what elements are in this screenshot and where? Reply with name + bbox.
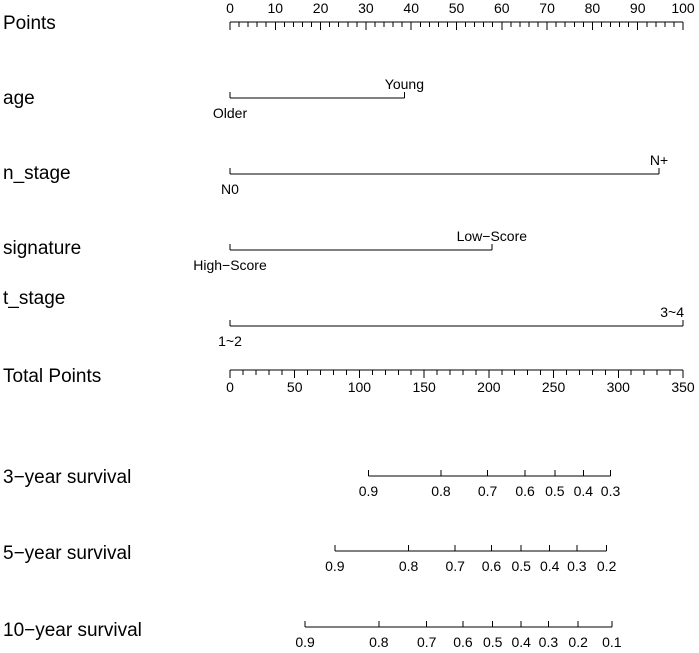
total-points-scale bbox=[3, 366, 695, 395]
survival-tick-label: 0.4 bbox=[573, 483, 594, 499]
points-tick-label: 20 bbox=[312, 0, 329, 16]
survival-tick-label: 0.8 bbox=[398, 558, 419, 574]
survival-tick-label: 0.4 bbox=[511, 634, 531, 650]
points-tick-label: 10 bbox=[267, 0, 284, 16]
survival-tick-label: 0.1 bbox=[602, 634, 622, 650]
total-points-tick-label: 50 bbox=[286, 379, 303, 395]
variable-label-signature: signature bbox=[3, 238, 82, 259]
survival-tick-label: 0.5 bbox=[511, 558, 531, 574]
variable-level-label: N+ bbox=[649, 152, 669, 168]
survival-tick-label: 0.9 bbox=[295, 634, 315, 650]
survival-tick-label: 0.6 bbox=[453, 634, 473, 650]
total-points-tick-label: 0 bbox=[226, 379, 234, 395]
variable-level-label: N0 bbox=[221, 181, 239, 197]
variable-label-t-stage: t_stage bbox=[3, 288, 66, 309]
survival-scale-10-year bbox=[3, 620, 622, 650]
points-tick-label: 0 bbox=[226, 0, 234, 16]
survival-scale-5-year bbox=[3, 543, 617, 574]
points-tick-label: 40 bbox=[403, 0, 419, 16]
variable-row-age bbox=[3, 76, 424, 121]
points-tick-label: 100 bbox=[671, 0, 695, 16]
survival-tick-label: 0.7 bbox=[445, 558, 465, 574]
survival-tick-label: 0.3 bbox=[567, 558, 587, 574]
points-scale bbox=[3, 0, 695, 34]
survival-tick-label: 0.7 bbox=[477, 483, 498, 499]
survival-tick-label: 0.8 bbox=[369, 634, 389, 650]
variable-level-label: 1~2 bbox=[218, 333, 242, 349]
survival-tick-label: 0.3 bbox=[538, 634, 559, 650]
total-points-row-label: Total Points bbox=[3, 366, 102, 387]
survival-tick-label: 0.8 bbox=[431, 483, 451, 499]
survival-label-5-year: 5−year survival bbox=[3, 543, 132, 564]
total-points-tick-label: 100 bbox=[347, 379, 372, 395]
variable-level-label: Low−Score bbox=[456, 228, 528, 244]
survival-label-10-year: 10−year survival bbox=[3, 620, 142, 641]
points-tick-label: 30 bbox=[358, 0, 374, 16]
variable-label-age: age bbox=[3, 88, 35, 109]
survival-scale-3-year bbox=[3, 467, 620, 499]
total-points-tick-label: 250 bbox=[541, 379, 566, 395]
total-points-tick-label: 350 bbox=[671, 379, 695, 395]
survival-label-3-year: 3−year survival bbox=[3, 467, 132, 488]
total-points-tick-label: 200 bbox=[477, 379, 501, 395]
survival-tick-label: 0.2 bbox=[596, 558, 617, 574]
points-tick-label: 50 bbox=[448, 0, 465, 16]
survival-tick-label: 0.3 bbox=[600, 483, 621, 499]
total-points-tick-label: 300 bbox=[606, 379, 630, 395]
variable-row-signature bbox=[3, 228, 527, 273]
survival-tick-label: 0.5 bbox=[483, 634, 503, 650]
total-points-tick-label: 150 bbox=[412, 379, 436, 395]
survival-tick-label: 0.9 bbox=[325, 558, 345, 574]
variable-level-label: 3~4 bbox=[660, 304, 684, 320]
points-row-label: Points bbox=[3, 13, 56, 34]
survival-tick-label: 0.4 bbox=[539, 558, 560, 574]
points-tick-label: 80 bbox=[584, 0, 601, 16]
points-tick-label: 60 bbox=[494, 0, 510, 16]
survival-tick-label: 0.6 bbox=[515, 483, 535, 499]
variable-label-n-stage: n_stage bbox=[3, 163, 71, 184]
survival-tick-label: 0.9 bbox=[358, 483, 379, 499]
survival-tick-label: 0.5 bbox=[545, 483, 565, 499]
points-tick-label: 70 bbox=[539, 0, 555, 16]
variable-level-label: High−Score bbox=[193, 257, 267, 273]
variable-level-label: Older bbox=[212, 105, 248, 121]
variable-row-n-stage bbox=[3, 152, 668, 197]
variable-row-t-stage bbox=[3, 288, 684, 349]
survival-tick-label: 0.2 bbox=[568, 634, 588, 650]
survival-tick-label: 0.7 bbox=[416, 634, 437, 650]
variable-level-label: Young bbox=[384, 76, 425, 92]
points-tick-label: 90 bbox=[629, 0, 646, 16]
survival-tick-label: 0.6 bbox=[481, 558, 502, 574]
